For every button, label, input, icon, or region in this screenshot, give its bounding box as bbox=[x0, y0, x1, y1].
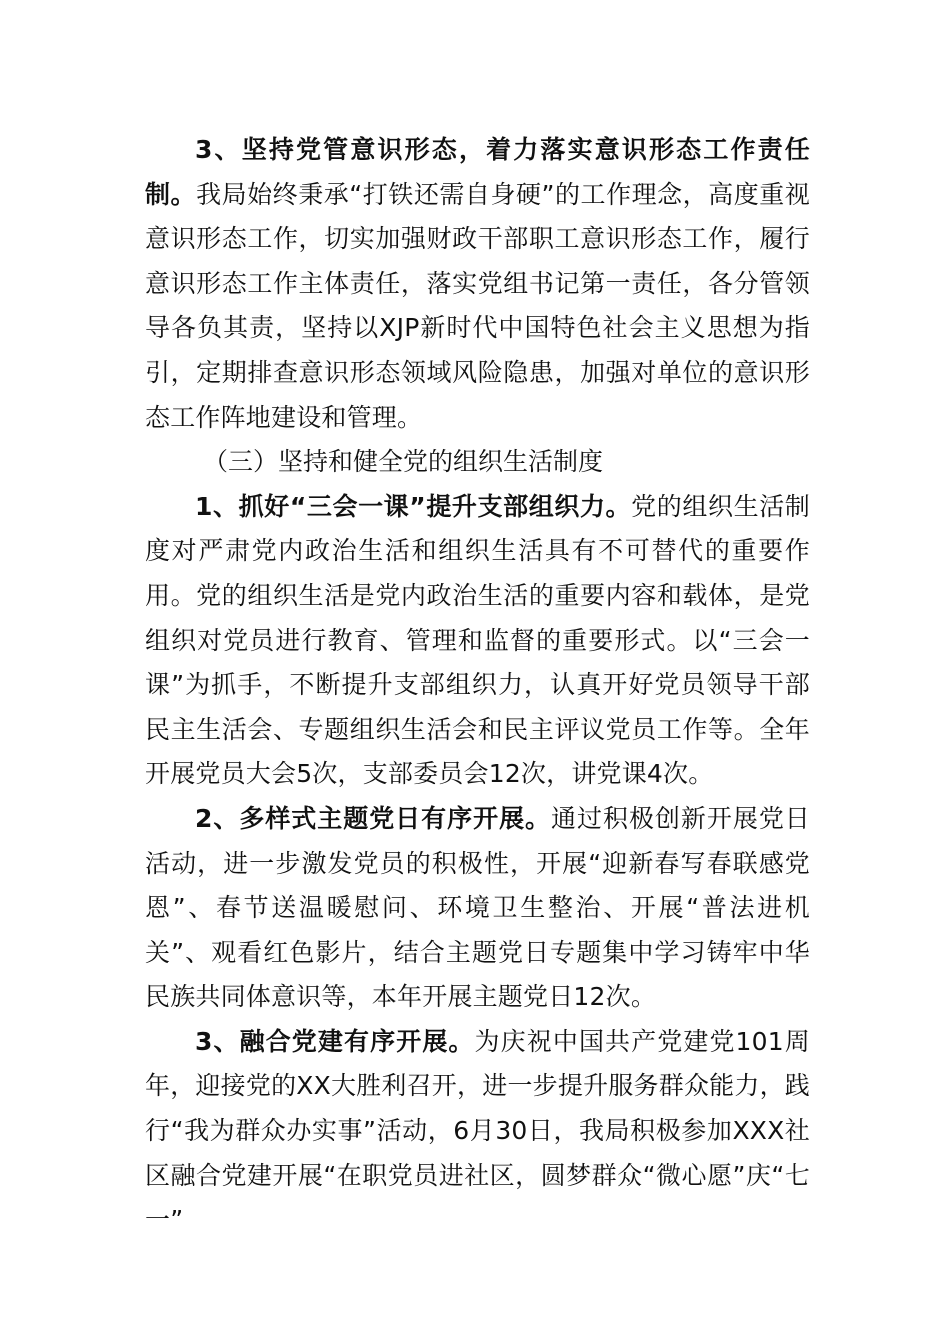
document-page bbox=[145, 128, 810, 1243]
paragraph-lead: 3、坚持党管意识形态，着力落实意识形态工作责任制。 bbox=[145, 135, 810, 209]
paragraph-body: 通过积极创新开展党日活动，进一步激发党员的积极性，开展“迎新春写春联感党恩”、春节送温暖慰问、环境卫生整治、开展“普法进机关”、观看红色影片，结合主题党日专题集中学习铸牢中华民族共同体意识等，本年开展主题党日12次。 bbox=[145, 803, 810, 1012]
paragraph-lead: 1、抓好“三会一课”提升支部组织力。 bbox=[195, 491, 632, 521]
paragraph-lead: 2、多样式主题党日有序开展。 bbox=[195, 803, 552, 833]
paragraph-theme-party-day bbox=[145, 797, 810, 1020]
paragraph-body: 党的组织生活制度对严肃党内政治生活和组织生活具有不可替代的重要作用。党的组织生活是党内政治生活的重要内容和载体，是党组织对党员进行教育、管理和监督的重要形式。以“三会一课”为抓手，不断提升支部组织力，认真开好党员领导干部民主生活会、专题组织生活会和民主评议党员工作等。全年开展党员大会5次，支部委员会12次，讲党课4次。 bbox=[145, 491, 811, 789]
paragraph-body: 我局始终秉承“打铁还需自身硬”的工作理念，高度重视意识形态工作，切实加强财政干部职工意识形态工作，履行意识形态工作主体责任，落实党组书记第一责任，各分管领导各负其责，坚持以XJP新时代中国特色社会主义思想为指引，定期排查意识形态领域风险隐患，加强对单位的意识形态工作阵地建设和管理。 bbox=[145, 179, 811, 432]
paragraph-three-meetings bbox=[145, 485, 810, 797]
paragraph-body: 为庆祝中国共产党建党101周年，迎接党的XX大胜利召开，进一步提升服务群众能力，践行“我为群众办实事”活动，6月30日，我局积极参加XXX社区融合党建开展“在职党员进社区，圆梦群众“微心愿”庆“七一” bbox=[145, 1026, 810, 1235]
paragraph-lead: 3、融合党建有序开展。 bbox=[195, 1026, 475, 1056]
section-heading: （三）坚持和健全党的组织生活制度 bbox=[203, 447, 604, 477]
paragraph-ideology-responsibility bbox=[145, 128, 810, 440]
paragraph-integrated-party-building bbox=[145, 1020, 810, 1243]
